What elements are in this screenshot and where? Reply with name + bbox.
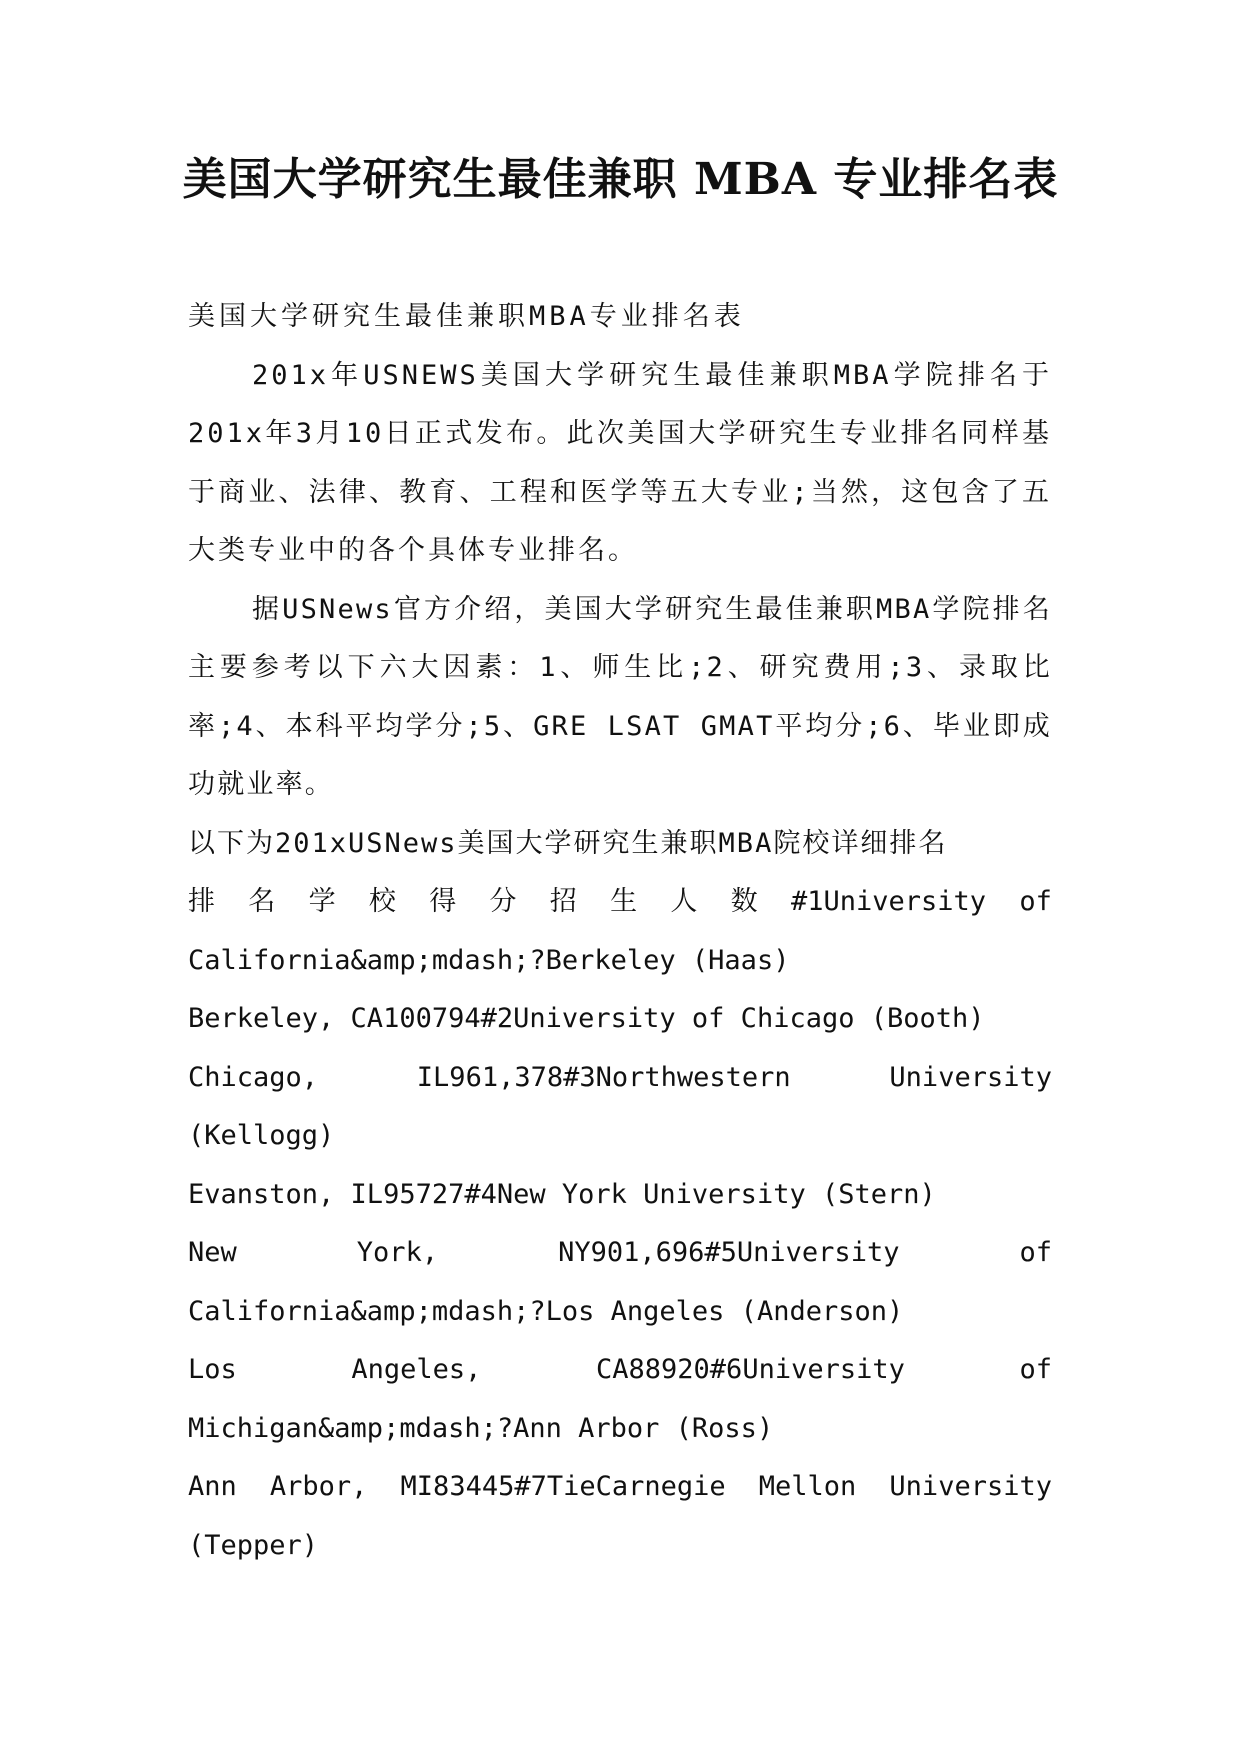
ranking-line-text: Angeles, (351, 1354, 482, 1385)
table-header-token: 校 (368, 886, 396, 917)
ranking-line-text: (Tepper) (188, 1529, 319, 1561)
ranking-line-text: Arbor, (269, 1471, 368, 1502)
ranking-intro: 以下为201xUSNews美国大学研究生兼职MBA院校详细排名 (188, 827, 948, 859)
ranking-line-text: California&amp;mdash;?Berkeley (Haas) (188, 944, 790, 976)
ranking-line (188, 1049, 1052, 1108)
ranking-line-text: (Kellogg) (188, 1120, 335, 1151)
table-header-token: of (1019, 886, 1052, 917)
document-body (188, 288, 1052, 1575)
ranking-line (188, 1400, 1052, 1459)
table-header-token: 数 (730, 886, 758, 917)
ranking-line (188, 1458, 1052, 1517)
ranking-line-text: Berkeley, CA100794#2University of Chicago (Booth) (188, 1003, 985, 1034)
table-header-token: 学 (308, 886, 336, 917)
ranking-line-text: NY901,696#5University (558, 1237, 900, 1268)
ranking-line (188, 1517, 1052, 1576)
table-header-token: 招 (549, 886, 577, 917)
ranking-line (188, 1341, 1052, 1400)
ranking-line (188, 1224, 1052, 1283)
ranking-line-text: MI83445#7TieCarnegie (400, 1471, 726, 1502)
ranking-lines (188, 932, 1052, 1576)
table-header-token: #1University (790, 886, 987, 917)
ranking-line-text: of (1019, 1354, 1052, 1385)
ranking-line (188, 990, 1052, 1049)
ranking-line (188, 1107, 1052, 1166)
ranking-line-text: University (889, 1471, 1052, 1502)
ranking-line-text: Mellon (758, 1471, 857, 1502)
table-header-token: 分 (489, 886, 517, 917)
ranking-line-text: New (188, 1237, 237, 1268)
ranking-line-text: University (889, 1061, 1052, 1093)
table-header-token: 得 (429, 886, 457, 917)
document-subtitle: 美国大学研究生最佳兼职MBA专业排名表 (188, 301, 745, 332)
ranking-line-text: Evanston, IL95727#4New York University (Stern) (188, 1178, 936, 1210)
table-header-token: 名 (248, 886, 276, 917)
ranking-line-text: Michigan&amp;mdash;?Ann Arbor (Ross) (188, 1412, 774, 1444)
ranking-line (188, 932, 1052, 991)
ranking-line-text: IL961,378#3Northwestern (416, 1061, 791, 1093)
ranking-line-text: Los (188, 1354, 237, 1385)
ranking-line-text: California&amp;mdash;?Los Angeles (Anderson) (188, 1295, 904, 1327)
ranking-line-text: York, (356, 1237, 439, 1268)
ranking-line-text: Chicago, (188, 1061, 319, 1093)
ranking-line (188, 1283, 1052, 1342)
document-title: 美国大学研究生最佳兼职 MBA 专业排名表 (182, 154, 1059, 205)
ranking-line (188, 1166, 1052, 1225)
paragraph-ranking-factors: 据USNews官方介绍，美国大学研究生最佳兼职MBA学院排名主要参考以下六大因素：1、师生比;2、研究费用;3、录取比率;4、本科平均学分;5、GRE LSAT GMAT平均分;6、毕业即成功就业率。 (188, 593, 1052, 800)
ranking-line-text: CA88920#6University (596, 1354, 905, 1385)
table-header-token: 生 (610, 886, 638, 917)
paragraph-release-info: 201x年USNEWS美国大学研究生最佳兼职MBA学院排名于201x年3月10日正式发布。此次美国大学研究生专业排名同样基于商业、法律、教育、工程和医学等五大专业;当然，这包含了五大类专业中的各个具体专业排名。 (188, 359, 1052, 566)
ranking-table-header (188, 873, 1052, 932)
ranking-line-text: of (1019, 1237, 1052, 1268)
table-header-token: 人 (670, 886, 698, 917)
ranking-line-text: Ann (188, 1471, 237, 1502)
table-header-token: 排 (188, 886, 215, 917)
